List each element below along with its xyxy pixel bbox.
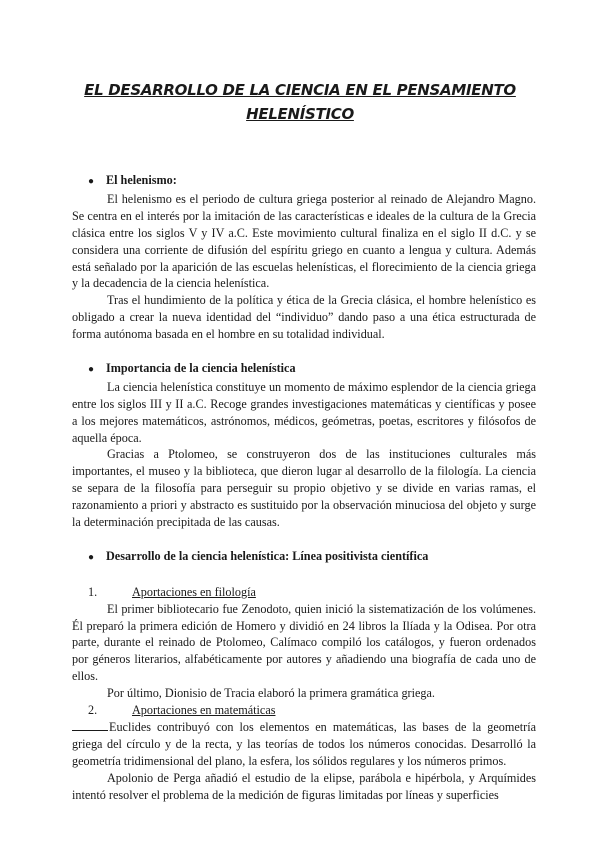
section-heading-importancia: ● Importancia de la ciencia helenística — [72, 360, 536, 379]
list-heading: Aportaciones en filología — [132, 584, 256, 599]
bullet-icon: ● — [88, 551, 95, 563]
paragraph: Tras el hundimiento de la política y ética de la Grecia clásica, el hombre helenístico es obligado a crear la nueva identidad del “individuo” dando paso a una ética estructurada de forma autónoma basada en el hombre en su totalidad individual. — [72, 293, 536, 342]
bullet-icon: ● — [88, 176, 95, 187]
page-title: EL DESARROLLO DE LA CIENCIA EN EL PENSAMIENTO HELENÍSTICO — [84, 81, 516, 123]
list-number: 1. — [88, 584, 98, 599]
section-heading-desarrollo: ● Desarrollo de la ciencia helenística: Línea positivista científica — [72, 548, 536, 567]
paragraph: El helenismo es el periodo de cultura griega posterior al reinado de Alejandro Magno. Se centra en el interés por la imitación de las características e ideales de la cultura de la Grecia clásica entre los siglos V y IV a.C. Este movimiento cultural finaliza en el siglo II d.C. y se considera una corriente de difusión del espíritu griego en cuanto a lengua y cultura. Además está señalado por la aparición de las escuelas helenísticas, el florecimiento de la ciencia griega y la decadencia de la ciencia helenística. — [72, 191, 536, 291]
numbered-heading-filologia — [72, 584, 536, 601]
underline-blank — [72, 719, 108, 731]
section-heading-helenismo: ● El helenismo: — [72, 172, 536, 191]
list-heading: Aportaciones en matemáticas — [132, 703, 276, 718]
paragraph: Por último, Dionisio de Tracia elaboró la primera gramática griega. — [107, 686, 435, 701]
document-body — [72, 172, 536, 803]
numbered-heading-matematicas — [72, 702, 536, 719]
paragraph: La ciencia helenística constituye un momento de máximo esplendor de la ciencia griega entre los siglos III y II a.C. Recoge grandes investigaciones matemáticas y científicas y posee a los mejores matemáticos, astrónomos, médicos, geómetras, poetas, escritores y filósofos de aquella época. — [72, 379, 536, 445]
bullet-icon: ● — [88, 363, 95, 375]
list-number: 2. — [88, 703, 98, 718]
paragraph: Apolonio de Perga añadió el estudio de la elipse, parábola e hipérbola, y Arquímides intentó resolver el problema de la medición de figuras limitadas por líneas y superficies — [72, 770, 536, 802]
paragraph: Euclides contribuyó con los elementos en matemáticas, las bases de la geometría griega del círculo y de la recta, y las teorías de todos los números conocidas. Desarrolló la geometría tridimensional del plano, la esfera, los sólidos regulares y los números primos. — [72, 719, 536, 768]
paragraph: El primer bibliotecario fue Zenodoto, quien inició la sistematización de los volúmenes. Él preparó la primera edición de Homero y dividió en 24 libros la Ilíada y la Odisea. Por otra parte, durante el reinado de Ptolomeo, Calímaco compiló los catálogos, y fueron ordenados por géneros literarios, alfabéticamente por autores y añadiendo una biografía de cada uno de ellos. — [72, 601, 536, 684]
paragraph: Gracias a Ptolomeo, se construyeron dos de las instituciones culturales más importantes, el museo y la biblioteca, que dieron lugar al desarrollo de la filología. La ciencia se separa de la filosofía para perseguir su propio objetivo y se divide en varias ramas, el razonamiento a priori y abstracto es sustituido por la observación minuciosa del objeto y surge la determinación precipitada de las causas. — [72, 447, 536, 530]
